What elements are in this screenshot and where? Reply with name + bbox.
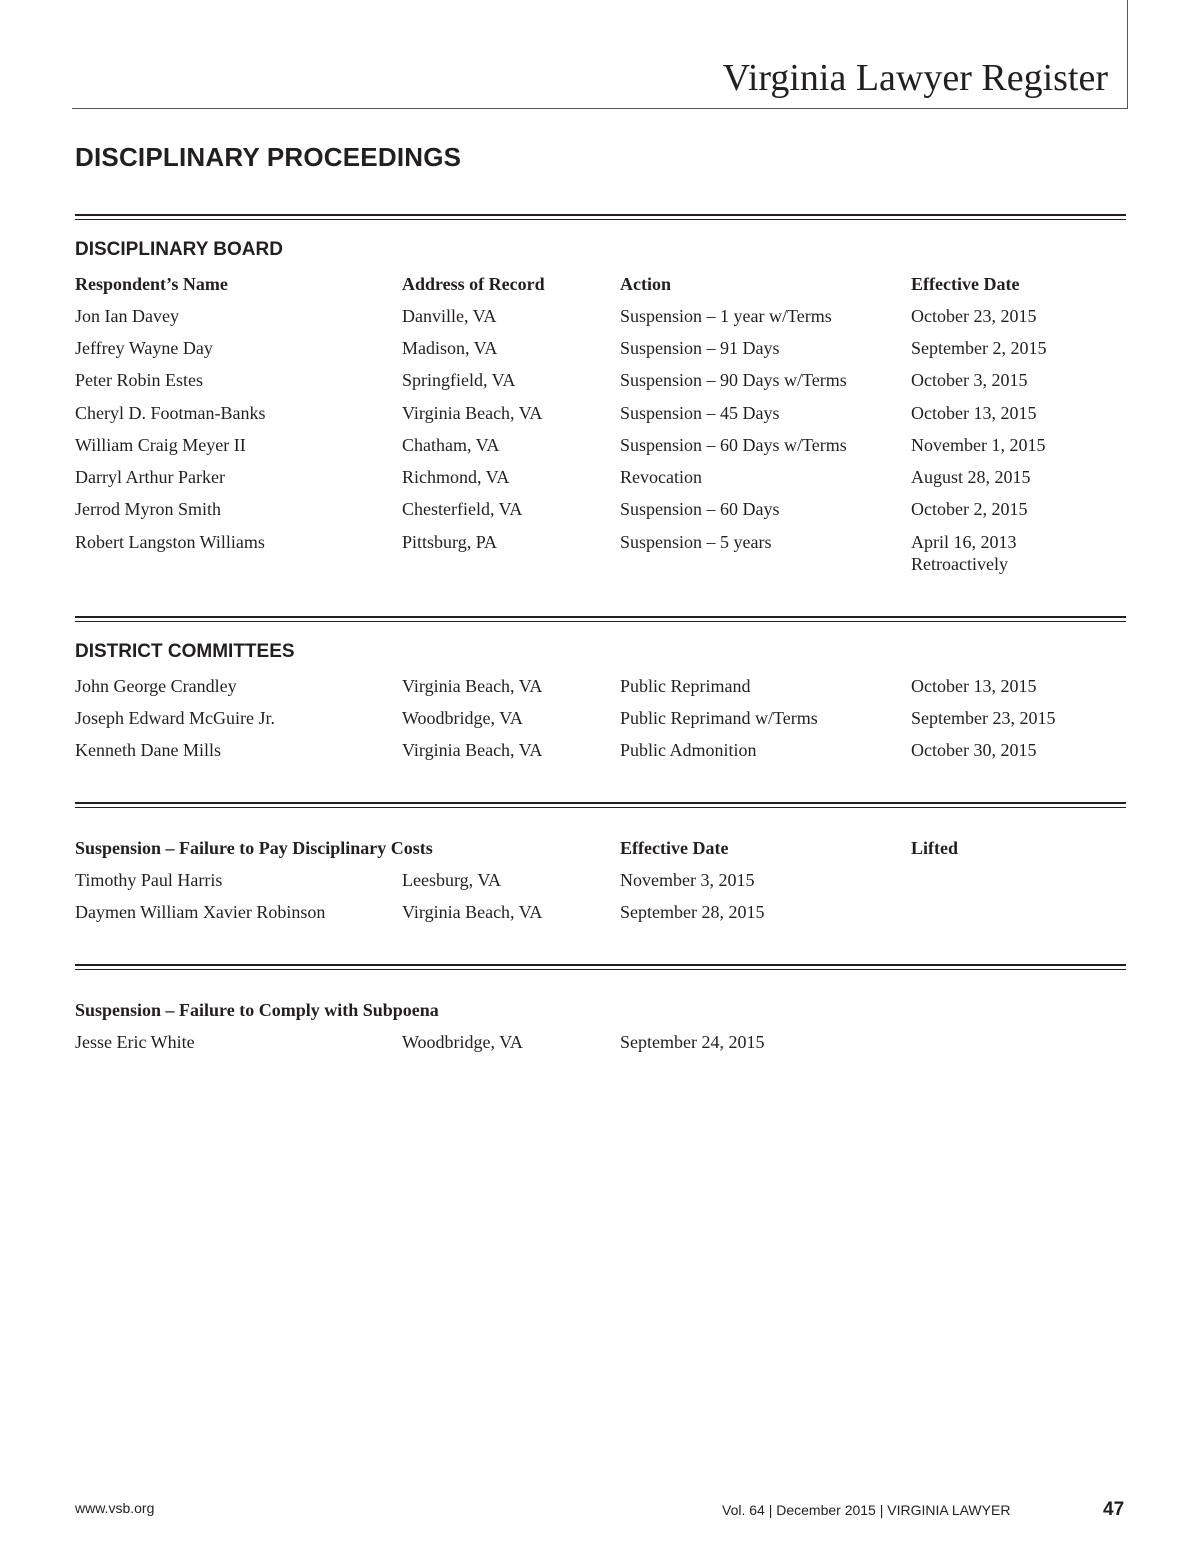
table-header-row (0, 999, 1200, 1031)
header-rule (72, 108, 1128, 109)
table-row (0, 434, 1200, 466)
table-row (0, 337, 1200, 369)
address-of-record: Pittsburg, PA (402, 532, 498, 552)
respondent-name: Robert Langston Williams (75, 532, 265, 552)
table-row (0, 402, 1200, 434)
effective-date: November 3, 2015 (620, 870, 755, 890)
action: Suspension – 60 Days w/Terms (620, 435, 847, 455)
column-header-lifted: Lifted (911, 838, 958, 858)
respondent-name: Jesse Eric White (75, 1032, 195, 1052)
running-header-title: Virginia Lawyer Register (722, 57, 1108, 99)
effective-date: October 13, 2015 (911, 403, 1037, 423)
section-divider (75, 616, 1126, 622)
table-row (0, 498, 1200, 530)
effective-date: November 1, 2015 (911, 435, 1046, 455)
footer-website-link[interactable]: www.vsb.org (75, 1500, 155, 1516)
table-row (0, 739, 1200, 771)
effective-date: April 16, 2013 (911, 532, 1017, 552)
address-of-record: Chatham, VA (402, 435, 500, 455)
effective-date: September 28, 2015 (620, 902, 765, 922)
effective-date: October 23, 2015 (911, 306, 1037, 326)
column-header-action: Action (620, 274, 671, 294)
address-of-record: Richmond, VA (402, 467, 510, 487)
address-of-record: Virginia Beach, VA (402, 902, 543, 922)
address-of-record: Springfield, VA (402, 370, 516, 390)
effective-date: October 2, 2015 (911, 499, 1028, 519)
address-of-record: Woodbridge, VA (402, 1032, 523, 1052)
respondent-name: Joseph Edward McGuire Jr. (75, 708, 275, 728)
address-of-record: Leesburg, VA (402, 870, 501, 890)
action: Public Reprimand w/Terms (620, 708, 818, 728)
header-vertical-rule (1127, 0, 1128, 109)
table-row (0, 869, 1200, 901)
section-heading-failure-to-pay: Suspension – Failure to Pay Disciplinary Costs (75, 838, 433, 858)
table-row (0, 1031, 1200, 1063)
table-row (0, 466, 1200, 498)
section-heading-failure-to-comply: Suspension – Failure to Comply with Subpoena (75, 1000, 439, 1020)
action: Suspension – 1 year w/Terms (620, 306, 832, 326)
address-of-record: Virginia Beach, VA (402, 740, 543, 760)
effective-date: September 24, 2015 (620, 1032, 765, 1052)
respondent-name: Cheryl D. Footman-Banks (75, 403, 266, 423)
table-row (0, 901, 1200, 933)
effective-date-note: Retroactively (911, 554, 1008, 574)
respondent-name: Timothy Paul Harris (75, 870, 223, 890)
column-header-date: Effective Date (911, 274, 1020, 294)
address-of-record: Virginia Beach, VA (402, 403, 543, 423)
section-heading-district-committees: DISTRICT COMMITTEES (75, 641, 295, 662)
action: Suspension – 91 Days (620, 338, 780, 358)
respondent-name: Kenneth Dane Mills (75, 740, 221, 760)
action: Revocation (620, 467, 702, 487)
respondent-name: John George Crandley (75, 676, 237, 696)
action: Suspension – 60 Days (620, 499, 780, 519)
address-of-record: Madison, VA (402, 338, 498, 358)
address-of-record: Woodbridge, VA (402, 708, 523, 728)
column-header-address: Address of Record (402, 274, 545, 294)
action: Suspension – 45 Days (620, 403, 780, 423)
table-row (0, 305, 1200, 337)
respondent-name: Jerrod Myron Smith (75, 499, 221, 519)
respondent-name: Daymen William Xavier Robinson (75, 902, 326, 922)
section-divider (75, 802, 1126, 808)
table-row (0, 675, 1200, 707)
table-row (0, 531, 1200, 585)
table-header-row (0, 273, 1200, 305)
section-heading-disciplinary-board: DISCIPLINARY BOARD (75, 239, 283, 260)
effective-date: August 28, 2015 (911, 467, 1031, 487)
table-row (0, 707, 1200, 739)
respondent-name: Darryl Arthur Parker (75, 467, 225, 487)
effective-date: October 30, 2015 (911, 740, 1037, 760)
column-header-effective-date: Effective Date (620, 838, 729, 858)
effective-date: October 3, 2015 (911, 370, 1028, 390)
address-of-record: Danville, VA (402, 306, 497, 326)
address-of-record: Virginia Beach, VA (402, 676, 543, 696)
action: Suspension – 5 years (620, 532, 772, 552)
effective-date: September 2, 2015 (911, 338, 1047, 358)
respondent-name: Jon Ian Davey (75, 306, 179, 326)
action: Public Admonition (620, 740, 757, 760)
effective-date: October 13, 2015 (911, 676, 1037, 696)
respondent-name: Peter Robin Estes (75, 370, 203, 390)
table-header-row (0, 837, 1200, 869)
table-row (0, 369, 1200, 401)
footer-publication-info: Vol. 64 | December 2015 | VIRGINIA LAWYER (722, 1502, 1011, 1518)
action: Suspension – 90 Days w/Terms (620, 370, 847, 390)
page-title: DISCIPLINARY PROCEEDINGS (75, 142, 462, 172)
respondent-name: Jeffrey Wayne Day (75, 338, 213, 358)
effective-date: September 23, 2015 (911, 708, 1056, 728)
address-of-record: Chesterfield, VA (402, 499, 523, 519)
column-header-name: Respondent’s Name (75, 274, 228, 294)
section-divider (75, 214, 1126, 220)
page-number: 47 (1103, 1499, 1125, 1520)
section-divider (75, 964, 1126, 970)
action: Public Reprimand (620, 676, 751, 696)
respondent-name: William Craig Meyer II (75, 435, 246, 455)
